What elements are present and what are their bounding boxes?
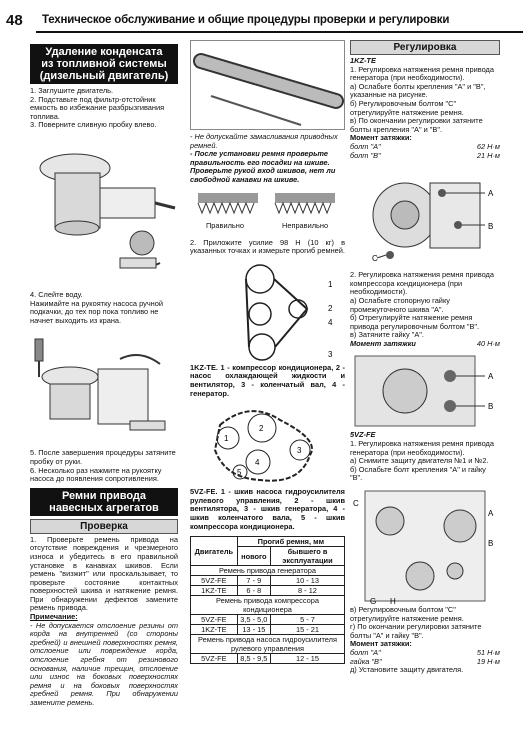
belt-diagram-5vz	[190, 400, 345, 488]
fig-label: 3	[297, 446, 302, 456]
table-row	[191, 625, 345, 635]
adjust-step: в) По окончании регулировки затяните болты крепления "A" и "B".	[350, 116, 483, 134]
adjust-step: в) Затяните гайку "A".	[350, 330, 424, 340]
label-incorrect: Неправильно	[282, 220, 329, 230]
table-header-deflection: Прогиб ремня, мм	[237, 537, 344, 547]
adjust-step: 1. Регулировка натяжения ремня привода генератора (при необходимости).	[350, 439, 494, 457]
step: Нажимайте на рукоятку насоса ручной подкачки, до тех пор пока топливо не начнет выходить из крана.	[30, 298, 163, 325]
note-1: - Не допускайте замасливания приводных ремней.	[190, 132, 338, 150]
adjust-step: 2. Регулировка натяжения ремня привода компрессора кондиционера (при необходимости).	[350, 270, 494, 297]
table-cell: 5VZ-FE	[191, 654, 238, 664]
compressor-figure	[350, 351, 500, 431]
section-title-line: навесных агрегатов	[49, 501, 159, 514]
torque-value: 62 Н·м	[476, 141, 500, 151]
fig-label: B	[488, 539, 494, 549]
table-cell: 3,5 - 5,0	[237, 615, 270, 625]
adjust-step: г) По окончании регулировки затяните болты "A" и гайку "B".	[350, 622, 482, 640]
section-title-condensate	[30, 44, 178, 84]
belt-diagram-1kz	[190, 259, 345, 364]
section-title-line: Ремни привода	[61, 489, 147, 502]
table-row	[191, 615, 345, 625]
torque-item: болт "A"	[350, 141, 381, 151]
compressor-drawing	[350, 351, 500, 431]
alternator-5vz-drawing	[350, 486, 500, 606]
table-cell: 13 - 15	[237, 625, 270, 635]
table-row	[191, 576, 345, 586]
adjust-step: б) Регулировочным болтом "C" отрегулируйте натяжение ремня.	[350, 98, 464, 117]
torque-value: 40 Н·м	[476, 338, 500, 348]
torque-value: 19 Н·м	[476, 656, 500, 666]
pump-figure	[30, 329, 178, 447]
table-cell: 8,5 - 9,5	[237, 654, 270, 664]
fig-label: 4	[328, 317, 333, 327]
table-header-used: бывшего в эксплуатации	[270, 547, 344, 566]
adjust-step: б) Ослабьте болт крепления "A" и гайку "B".	[350, 464, 486, 483]
fig-label: B	[488, 402, 494, 412]
pump-drawing	[30, 329, 178, 447]
fig-label: 1	[328, 279, 333, 289]
step: 3. Поверните сливную пробку влево.	[30, 120, 157, 130]
column-3	[350, 40, 500, 675]
engine-1kz: 1KZ-TE	[350, 56, 376, 65]
page-number: 48	[6, 12, 23, 29]
adjust-step: а) Ослабьте болты крепления "A" и "B", указанные на рисунке.	[350, 81, 486, 100]
table-cell: 15 - 21	[270, 625, 344, 635]
fig-label: G	[370, 597, 377, 607]
fig-label: 4	[255, 458, 260, 468]
column-2	[190, 40, 345, 664]
fig-label: C	[353, 499, 359, 509]
section-title-line: Удаление конденсата	[45, 46, 163, 58]
torque-value: 21 Н·м	[476, 150, 500, 160]
adjust-step: в) Регулировочным болтом "C" отрегулируйте натяжение ремня.	[350, 605, 464, 623]
adjust-title: Регулировка	[350, 40, 500, 55]
note-2: - После установки ремня проверьте правильность его посадки на шкиве. Проверьте рукой вход шкивов, нет ли свободной канавки на шкиве.	[190, 149, 336, 184]
table-header-engine: Двигатель	[191, 537, 238, 566]
column-1	[30, 44, 178, 708]
note-text: - Не допускается отслоение резины от корда на внутренней (со стороны гребней) и внешней поверхностях ремня, отслоение или повреждение корда, отслоение гребня от резинового основания, наличие трещин, отслоение или износ на боковых поверхностях ремня и на боковых поверхностях гребней ремня. При обнаружении замените ремень.	[30, 620, 178, 707]
table-header-new: нового	[237, 547, 270, 566]
section-title-belts	[30, 488, 178, 516]
check-text: 1. Проверьте ремень привода на отсутствие повреждения и чрезмерного износа и убедитесь в его правильной установке в канавках шкивов. Если ремень "визжит" или проскальзывает, то проверьте состояние контактных поверхностей шкива и натяжение ремня. При обнаружении дефектов замените ремень привода.	[30, 534, 178, 613]
step: 1. Заглушите двигатель.	[30, 86, 114, 95]
belt-diagram-1kz-drawing	[190, 259, 345, 364]
adjust-step: б) Отрегулируйте натяжение ремня привода регулировочным болтом "B".	[350, 313, 480, 331]
torque-value: 51 Н·м	[476, 648, 500, 657]
adjust-step: а) Снимите защиту двигателя №1 и №2.	[350, 456, 489, 466]
steps-c	[30, 449, 178, 483]
fig-label: A	[488, 372, 494, 382]
torque-row	[350, 152, 500, 161]
page-header	[0, 0, 529, 38]
torque-row	[350, 340, 500, 349]
belt-drawing	[191, 41, 346, 129]
torque-label: Момент затяжки	[350, 338, 416, 348]
torque-label: Момент затяжки:	[350, 639, 412, 649]
table-row	[191, 654, 345, 664]
header-rule	[36, 31, 523, 33]
fig-label: H	[390, 597, 396, 607]
table-cell: 7 - 9	[237, 576, 270, 586]
step-2: 2. Приложите усилие 98 Н (10 кг) в указанных точках и измерьте прогиб ремней.	[190, 237, 345, 256]
fig-label: 2	[259, 424, 264, 434]
table-cell: 10 - 13	[270, 576, 344, 586]
caption-1kz: 1KZ-TE. 1 - компрессор кондиционера, 2 - насос охлаждающей жидкости и вентилятор, 3 - коленчатый вал, 4 - генератор.	[190, 362, 345, 398]
table-cell: 1KZ-TE	[191, 586, 238, 596]
table-group-title: Ремень привода насоса гидроусилителя рулевого управления	[191, 635, 345, 654]
section-title-line: из топливной системы	[41, 58, 167, 70]
torque-item: болт "A"	[350, 648, 381, 657]
belt-diagram-5vz-drawing	[190, 400, 345, 488]
fig-label: B	[488, 222, 494, 232]
table-row	[191, 586, 345, 596]
table-cell: 8 - 12	[270, 586, 344, 596]
step: 6. Несколько раз нажмите на рукоятку насоса до появления сопротивления.	[30, 465, 162, 484]
belt-figure	[190, 40, 345, 130]
table-group-title: Ремень привода компрессора кондиционера	[191, 596, 345, 615]
table-cell: 6 - 8	[237, 586, 270, 596]
table-cell: 12 - 15	[270, 654, 344, 664]
table-cell: 1KZ-TE	[191, 625, 238, 635]
adjust-step: а) Ослабьте стопорную гайку промежуточного шкива "A".	[350, 295, 450, 314]
fuel-filter-drawing	[30, 133, 178, 289]
section-title-line: (дизельный двигатель)	[39, 70, 169, 82]
table-cell: 5VZ-FE	[191, 576, 238, 586]
step: 4. Слейте воду.	[30, 289, 83, 299]
fig-label: 5	[237, 468, 242, 478]
label-correct: Правильно	[206, 220, 244, 230]
steps-b	[30, 291, 178, 325]
fig-label: 2	[328, 303, 333, 313]
fig-label: A	[488, 509, 494, 519]
alternator-drawing	[350, 163, 500, 271]
caption-5vz: 5VZ-FE. 1 - шкив насоса гидроусилителя рулевого управления, 2 - шкив вентилятора, 3 - шкив генератора, 4 - шкив коленчатого вала, 5 - шкив компрессора кондиционера.	[190, 487, 345, 531]
fig-label: 1	[224, 434, 229, 444]
engine-5vz: 5VZ-FE	[350, 430, 376, 440]
check-title: Проверка	[30, 519, 178, 534]
adjust-step: 1. Регулировка натяжения ремня привода генератора (при необходимости).	[350, 64, 494, 83]
torque-item: болт "B"	[350, 150, 381, 160]
table-cell: 5 - 7	[270, 615, 344, 625]
groove-drawing	[190, 189, 345, 221]
torque-label: Момент затяжки:	[350, 133, 412, 143]
alternator-figure	[350, 163, 500, 271]
note-label: Примечание:	[30, 612, 78, 622]
groove-figure	[190, 189, 345, 235]
step: 5. После завершения процедуры затяните пробку от руки.	[30, 448, 176, 466]
table-cell: 5VZ-FE	[191, 615, 238, 625]
torque-item: гайка "B"	[350, 656, 382, 666]
fig-label: 3	[328, 349, 333, 359]
fuel-filter-figure	[30, 133, 178, 289]
page-title: Техническое обслуживание и общие процедуры проверки и регулировки	[42, 14, 450, 26]
deflection-table	[190, 536, 345, 664]
final-step: д) Установите защиту двигателя.	[350, 665, 464, 675]
table-group-title: Ремень привода генератора	[191, 566, 345, 576]
steps-a	[30, 87, 178, 130]
step: 2. Подставьте под фильтр-отстойник емкость во избежание разбрызгивания топлива.	[30, 94, 165, 121]
fig-label: C	[372, 254, 378, 264]
alternator-5vz-figure	[350, 486, 500, 606]
fig-label: A	[488, 189, 494, 199]
